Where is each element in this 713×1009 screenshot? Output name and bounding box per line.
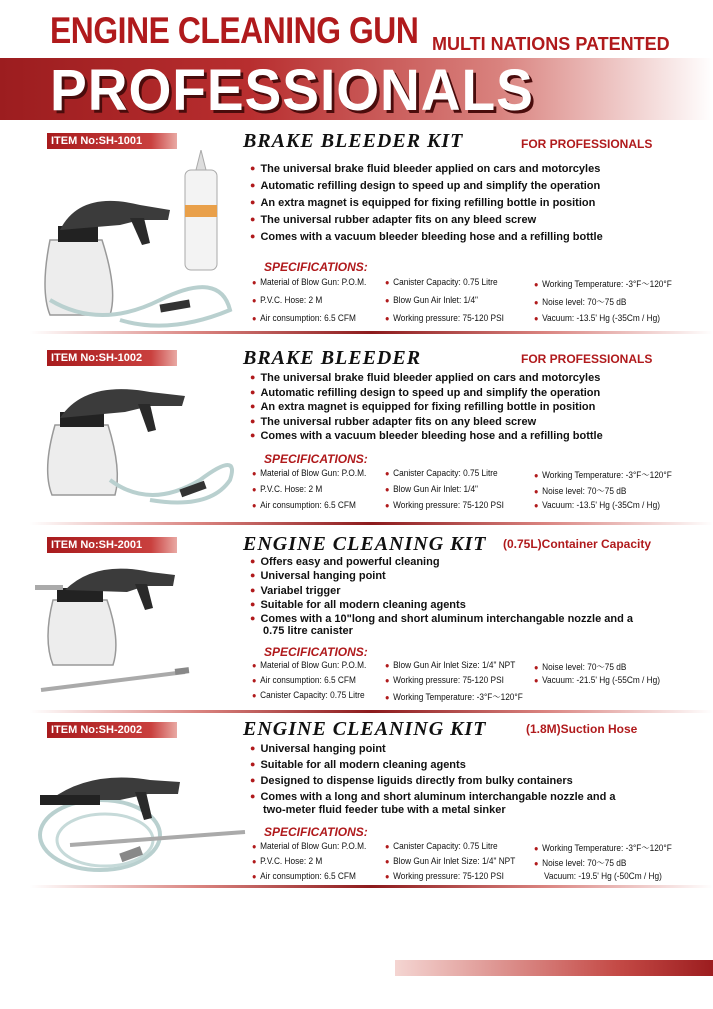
spec-heading: SPECIFICATIONS: xyxy=(264,645,368,659)
spec-item: ● Vacuum: -13.5' Hg (-35Cm / Hg) xyxy=(534,500,660,510)
spec-item: ● Noise level: 70～75 dB xyxy=(534,484,626,497)
spec-item: ● Material of Blow Gun: P.O.M. xyxy=(252,468,366,478)
spec-item: ● Canister Capacity: 0.75 Litre xyxy=(385,277,498,287)
feature-item: ● Comes with a long and short aluminum interchangable nozzle and a xyxy=(250,792,616,803)
spec-item: ● Air consumption: 6.5 CFM xyxy=(252,500,356,510)
product-title: ENGINE CLEANING KIT xyxy=(243,533,487,555)
spec-item: ● Canister Capacity: 0.75 Litre xyxy=(385,468,498,478)
brake-bleeder-image xyxy=(30,370,245,515)
feature-item: ● The universal rubber adapter fits on any bleed screw xyxy=(250,417,536,428)
feature-item-continued: 0.75 litre canister xyxy=(263,625,353,637)
feature-item: ● Variabel trigger xyxy=(250,586,341,597)
spec-heading: SPECIFICATIONS: xyxy=(264,825,368,839)
spec-item: ● Blow Gun Air Inlet: 1/4" xyxy=(385,295,478,305)
spec-item: ● Working pressure: 75-120 PSI xyxy=(385,313,504,323)
feature-item: ● Comes with a vacuum bleeder bleeding hose and a refilling bottle xyxy=(250,431,603,442)
feature-item: ● Automatic refilling design to speed up and simplify the operation xyxy=(250,181,600,192)
spec-item: Vacuum: -19.5' Hg (-50Cm / Hg) xyxy=(544,871,662,881)
spec-heading: SPECIFICATIONS: xyxy=(264,260,368,274)
feature-item: ● Universal hanging point xyxy=(250,744,386,755)
spec-item: ● Working pressure: 75-120 PSI xyxy=(385,871,504,881)
spec-item: ● Material of Blow Gun: P.O.M. xyxy=(252,277,366,287)
product-title: BRAKE BLEEDER xyxy=(243,347,422,369)
spec-item: ● Air consumption: 6.5 CFM xyxy=(252,313,356,323)
feature-item: ● Universal hanging point xyxy=(250,571,386,582)
spec-item: ● Working Temperature: -3°F～120°F xyxy=(385,690,523,703)
product-tag: (1.8M)Suction Hose xyxy=(526,722,638,736)
footer-band xyxy=(395,960,713,976)
feature-item: ● The universal brake fluid bleeder applied on cars and motorcyles xyxy=(250,373,600,384)
item-number: ITEM No:SH-2001 xyxy=(47,537,177,553)
spec-item: ● P.V.C. Hose: 2 M xyxy=(252,856,322,866)
page-subtitle: MULTI NATIONS PATENTED xyxy=(432,34,670,54)
feature-item: ● Comes with a vacuum bleeder bleeding hose and a refilling bottle xyxy=(250,232,603,243)
spec-item: ● P.V.C. Hose: 2 M xyxy=(252,295,322,305)
item-number: ITEM No:SH-2002 xyxy=(47,722,177,738)
spec-item: ● Canister Capacity: 0.75 Litre xyxy=(385,841,498,851)
spec-item: ● Working Temperature: -3°F～120°F xyxy=(534,841,672,854)
spec-item: ● Noise level: 70～75 dB xyxy=(534,856,626,869)
engine-cleaning-kit-hose-image xyxy=(30,750,255,890)
item-number: ITEM No:SH-1001 xyxy=(47,133,177,149)
product-tag: FOR PROFESSIONALS xyxy=(521,352,653,366)
spec-item: ● Noise level: 70～75 dB xyxy=(534,660,626,673)
section-divider xyxy=(30,710,713,713)
product-title: BRAKE BLEEDER KIT xyxy=(243,130,464,152)
spec-item: ● Air consumption: 6.5 CFM xyxy=(252,675,356,685)
feature-item: ● The universal rubber adapter fits on any bleed screw xyxy=(250,215,536,226)
spec-item: ● Working pressure: 75-120 PSI xyxy=(385,675,504,685)
page-title: ENGINE CLEANING GUN xyxy=(50,10,419,51)
feature-item: ● Comes with a 10"long and short aluminum interchangable nozzle and a xyxy=(250,614,633,625)
product-title: ENGINE CLEANING KIT xyxy=(243,718,487,740)
feature-item: ● The universal brake fluid bleeder applied on cars and motorcyles xyxy=(250,164,600,175)
spec-item: ● Material of Blow Gun: P.O.M. xyxy=(252,841,366,851)
spec-item: ● Working Temperature: -3°F～120°F xyxy=(534,277,672,290)
spec-item: ● Air consumption: 6.5 CFM xyxy=(252,871,356,881)
spec-item: ● Blow Gun Air Inlet Size: 1/4" NPT xyxy=(385,856,515,866)
product-tag: (0.75L)Container Capacity xyxy=(503,537,652,551)
spec-item: ● Canister Capacity: 0.75 Litre xyxy=(252,690,365,700)
feature-item: ● An extra magnet is equipped for fixing refilling bottle in position xyxy=(250,198,595,209)
feature-item: ● Automatic refilling design to speed up and simplify the operation xyxy=(250,388,600,399)
spec-item: ● Blow Gun Air Inlet: 1/4" xyxy=(385,484,478,494)
spec-heading: SPECIFICATIONS: xyxy=(264,452,368,466)
spec-item: ● Vacuum: -21.5' Hg (-55Cm / Hg) xyxy=(534,675,660,685)
engine-cleaning-kit-image xyxy=(35,560,245,700)
spec-item: ● Working Temperature: -3°F～120°F xyxy=(534,468,672,481)
banner-text: PROFESSIONALS xyxy=(50,58,534,123)
feature-item: ● Suitable for all modern cleaning agents xyxy=(250,600,466,611)
section-divider xyxy=(30,885,713,888)
spec-item: ● Vacuum: -13.5' Hg (-35Cm / Hg) xyxy=(534,313,660,323)
spec-item: ● Blow Gun Air Inlet Size: 1/4" NPT xyxy=(385,660,515,670)
feature-item: ● An extra magnet is equipped for fixing refilling bottle in position xyxy=(250,402,595,413)
feature-item: ● Offers easy and powerful cleaning xyxy=(250,557,440,568)
spec-item: ● Noise level: 70～75 dB xyxy=(534,295,626,308)
section-divider xyxy=(30,522,713,525)
spec-item: ● Material of Blow Gun: P.O.M. xyxy=(252,660,366,670)
feature-item: ● Designed to dispense liguids directly from bulky containers xyxy=(250,776,573,787)
spec-item: ● Working pressure: 75-120 PSI xyxy=(385,500,504,510)
item-number: ITEM No:SH-1002 xyxy=(47,350,177,366)
product-tag: FOR PROFESSIONALS xyxy=(521,137,653,151)
section-divider xyxy=(30,331,713,334)
feature-item: ● Suitable for all modern cleaning agents xyxy=(250,760,466,771)
brake-bleeder-kit-image xyxy=(20,150,245,330)
feature-item-continued: two-meter fluid feeder tube with a metal sinker xyxy=(263,804,506,816)
spec-item: ● P.V.C. Hose: 2 M xyxy=(252,484,322,494)
